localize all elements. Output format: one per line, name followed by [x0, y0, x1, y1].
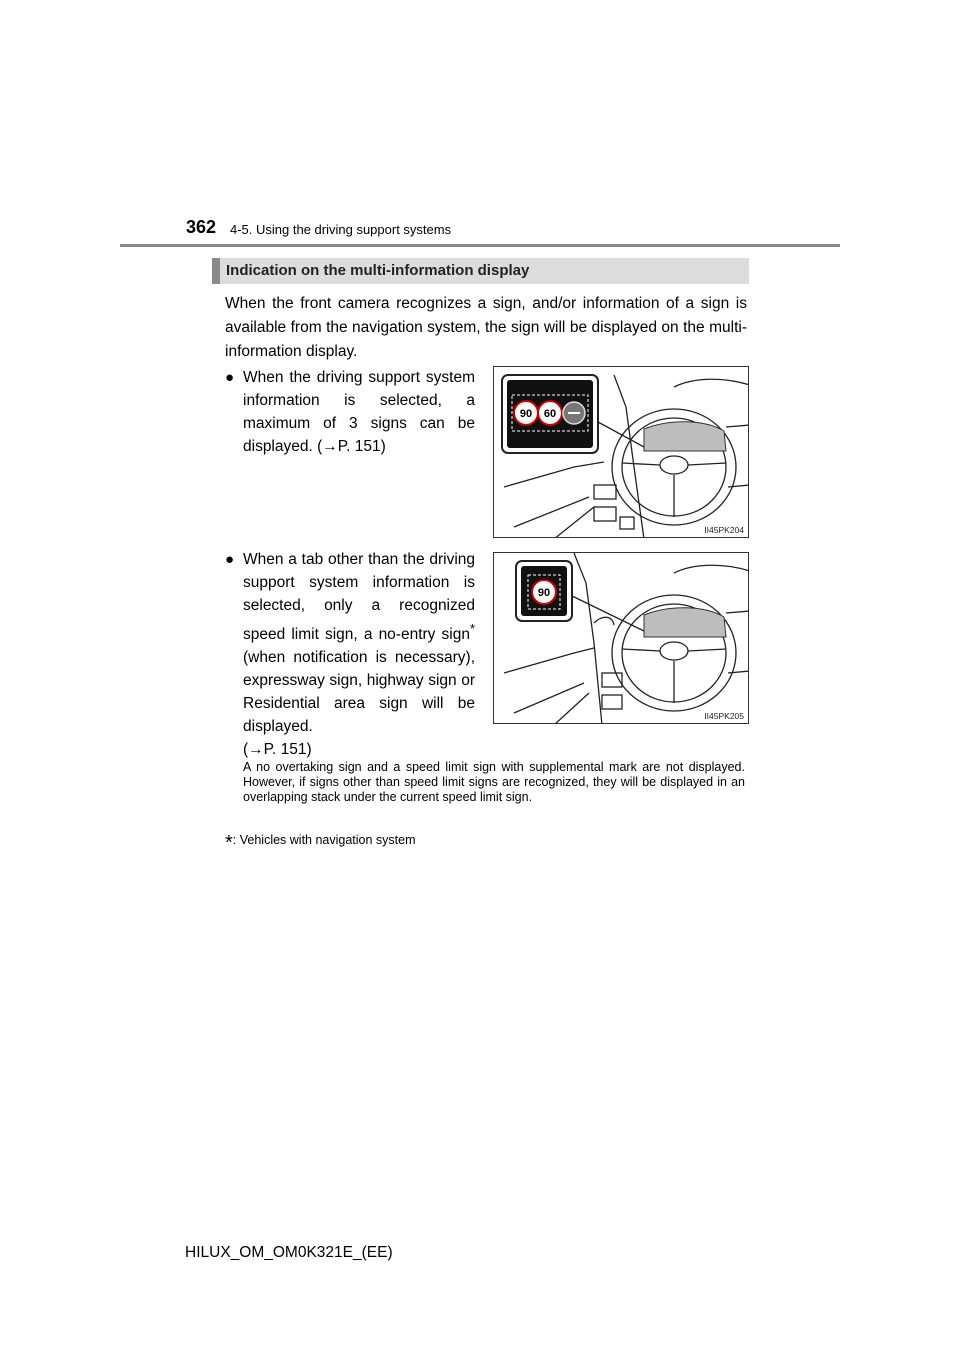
figure-code: II45PK204: [704, 525, 744, 535]
bullet-dot-icon: ●: [225, 551, 235, 568]
bullet-text-part2: (when notification is necessary), expressway sign, highway sign or Residential area sign will be displayed.: [243, 649, 475, 736]
dashboard-illustration: [494, 553, 749, 724]
section-title: Indication on the multi-information display: [226, 262, 530, 279]
page-number: 362: [186, 217, 217, 237]
footnote-marker: *: [469, 621, 475, 636]
bullet-item-2: [225, 548, 475, 761]
figure-code: II45PK205: [704, 711, 744, 721]
speed-sign-90: 90: [537, 587, 551, 599]
header-rule: [120, 244, 840, 247]
note-paragraph: A no overtaking sign and a speed limit sign with supplemental mark are not displayed. However, if signs other than speed limit signs are recognized, they will be displayed in an overlapping stack under the current speed limit sign.: [243, 760, 745, 804]
chapter-title: 4-5. Using the driving support systems: [230, 222, 452, 237]
bullet-text: When the driving support system information is selected, a maximum of 3 signs can be displayed. (→P. 151): [243, 369, 475, 455]
bullet-item-1: [225, 366, 475, 458]
footnote: [225, 832, 416, 855]
dashboard-illustration: [494, 367, 749, 538]
speed-sign-90: 90: [519, 408, 533, 420]
footnote-text: : Vehicles with navigation system: [232, 833, 416, 847]
speed-sign-60: 60: [543, 408, 557, 420]
footnote-asterisk: *: [225, 832, 233, 854]
figure-dashboard-1-sign: [493, 552, 749, 724]
bullet-text: [243, 548, 475, 761]
bullet-dot-icon: ●: [225, 369, 235, 386]
page-reference: (→P. 151): [243, 741, 312, 759]
figure-dashboard-3-signs: [493, 366, 749, 538]
bullet-text-part1: When a tab other than the driving support system information is selected, only a recognized speed limit sign, a no-entry sign: [243, 551, 475, 644]
intro-paragraph: When the front camera recognizes a sign, and/or information of a sign is available from the navigation system, the sign will be displayed on the multi-information display.: [225, 295, 747, 360]
footer-doc-id: HILUX_OM_OM0K321E_(EE): [185, 1244, 393, 1261]
section-header: [212, 258, 749, 284]
